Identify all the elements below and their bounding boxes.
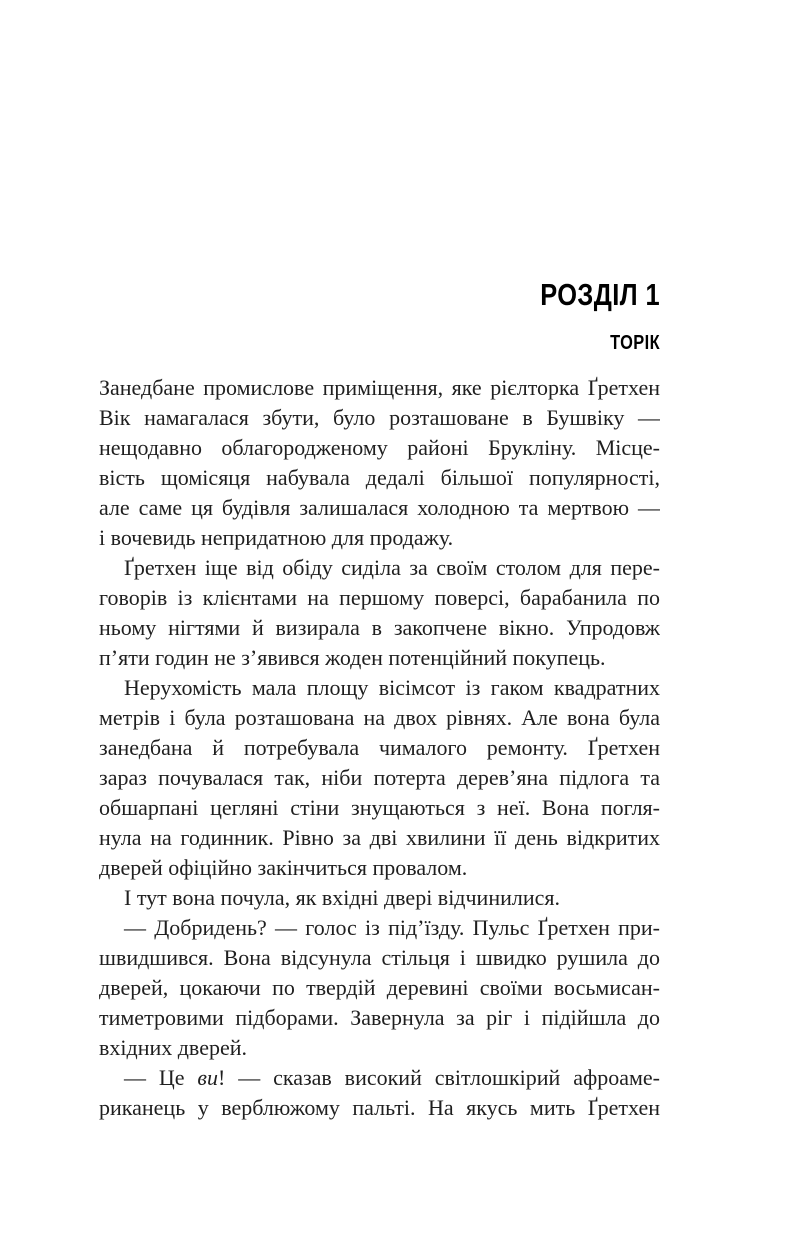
text-line: обшарпані цегляні стіни знущаються з неї. Вона погля- xyxy=(99,795,660,820)
text-line: говорів із клієнтами на першому поверсі, барабанила по xyxy=(99,585,660,610)
paragraph xyxy=(99,373,660,553)
text-line: швидшився. Вона відсунула стільця і швидко рушила до xyxy=(99,945,660,970)
text-line: дверей, цокаючи по твердій деревині своїми восьмисан- xyxy=(99,975,660,1000)
paragraph xyxy=(99,1063,660,1123)
text-line: п’яти годин не з’явився жоден потенційний покупець. xyxy=(99,645,606,670)
text-line: Ґретхен іще від обіду сиділа за своїм столом для пере- xyxy=(124,555,660,580)
text-line: Нерухомість мала площу вісімсот із гаком квадратних xyxy=(124,675,660,700)
text-line: нещодавно облагородженому районі Брукліну. Місце- xyxy=(99,435,660,460)
paragraph xyxy=(99,553,660,673)
chapter-subheading: ТОРІК xyxy=(610,332,660,354)
text-line: і вочевидь непридатною для продажу. xyxy=(99,525,454,550)
text-line: дверей офіційно закінчиться провалом. xyxy=(99,855,468,880)
paragraph xyxy=(99,883,660,913)
text-line: ньому нігтями й визирала в закопчене вікно. Упродовж xyxy=(99,615,660,640)
text-line: але саме ця будівля залишалася холодною та мертвою — xyxy=(99,495,660,520)
page-content xyxy=(99,0,660,1123)
italic-word: ви xyxy=(197,1065,218,1090)
text-segment: — Це xyxy=(124,1065,198,1090)
text-line: — Добридень? — голос із під’їзду. Пульс Ґретхен при- xyxy=(124,915,660,940)
text-line: Вік намагалася збути, було розташоване в Бушвіку — xyxy=(99,405,660,430)
chapter-heading: РОЗДІЛ 1 xyxy=(540,277,660,312)
paragraph xyxy=(99,673,660,883)
text-line: вхідних дверей. xyxy=(99,1035,247,1060)
text-line: нула на годинник. Рівно за дві хвилини її день відкритих xyxy=(99,825,660,850)
text-line: занедбана й потребувала чималого ремонту. Ґретхен xyxy=(99,735,660,760)
text-line: зараз почувалася так, ніби потерта дерев’яна підлога та xyxy=(99,765,660,790)
text-line: вість щомісяця набувала дедалі більшої популярності, xyxy=(99,465,660,490)
body-text xyxy=(99,373,660,1123)
text-line: риканець у верблюжому пальті. На якусь мить Ґретхен xyxy=(99,1095,660,1120)
text-line: Занедбане промислове приміщення, яке рієлторка Ґретхен xyxy=(99,375,660,400)
text-line: метрів і була розташована на двох рівнях. Але вона була xyxy=(99,705,660,730)
text-line xyxy=(99,1063,660,1093)
text-segment: ! — сказав високий світлошкірий афроаме- xyxy=(217,1065,660,1090)
paragraph xyxy=(99,913,660,1063)
text-line: тиметровими підборами. Завернула за ріг і підійшла до xyxy=(99,1005,660,1030)
text-line: І тут вона почула, як вхідні двері відчинилися. xyxy=(124,885,561,910)
